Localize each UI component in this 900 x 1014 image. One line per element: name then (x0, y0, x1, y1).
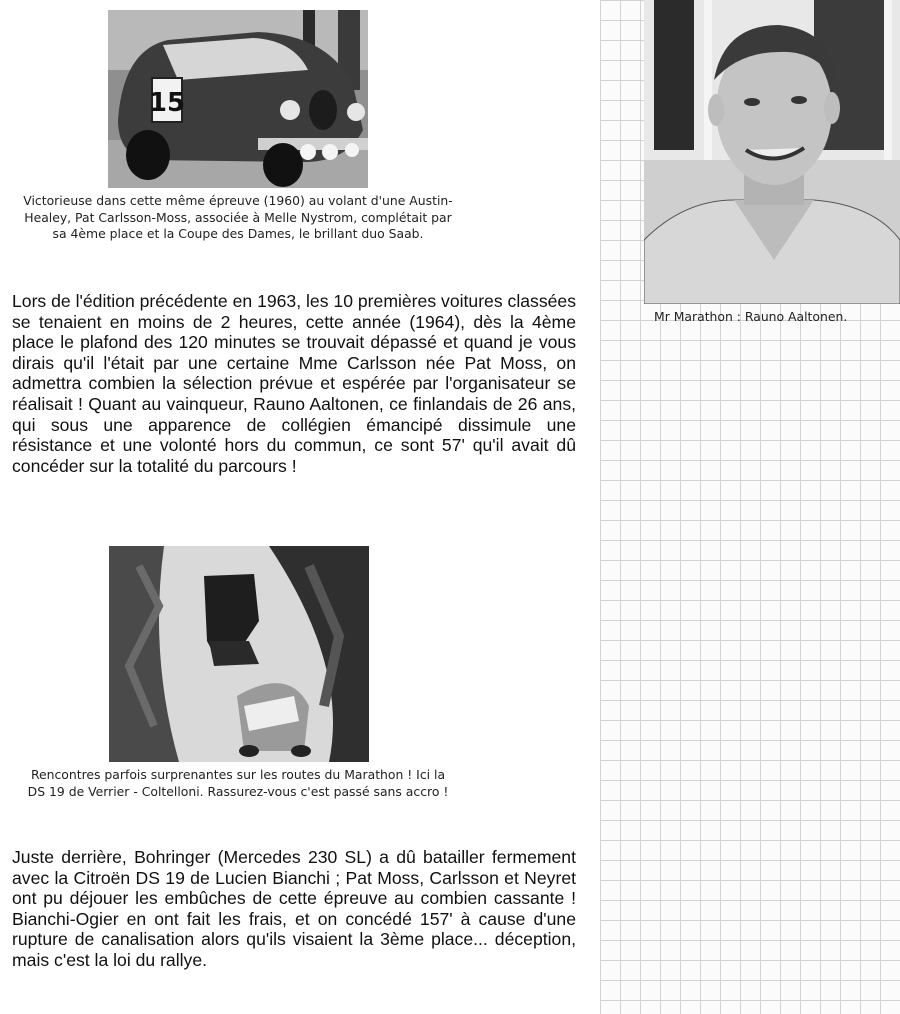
rauno-aaltonen-portrait-photo (644, 0, 900, 304)
saab-rally-car-photo (108, 10, 368, 188)
paragraph-bohringer-bianchi: Juste derrière, Bohringer (Mercedes 230 SL) a dû batailler fermement avec la Citroën DS 19 de Lucien Bianchi ; Pat Moss, Carlsson et Neyret ont pu déjouer les embûches de cette épreuve au combien cassante ! Bianchi-Ogier en ont fait les frais, et on concédé 157' à cause d'une rupture de canalisation alors qu'ils visaient la 3ème place... déception, mais c'est la loi du rallye. (12, 847, 576, 970)
portrait-caption: Mr Marathon : Rauno Aaltonen. (654, 309, 848, 324)
road-ds19-photo (109, 546, 369, 762)
road-photo-caption: Rencontres parfois surprenantes sur les routes du Marathon ! Ici la DS 19 de Verrier - Coltelloni. Rassurez-vous c'est passé sans accro ! (27, 767, 449, 799)
car-number: 15 (148, 88, 186, 118)
saab-photo-caption: Victorieuse dans cette même épreuve (1960) au volant d'une Austin-Healey, Pat Carlsson-Moss, associée à Melle Nystrom, complétait par sa 4ème place et la Coupe des Dames, le brillant duo Saab. (23, 193, 453, 241)
paragraph-1963-1964-results: Lors de l'édition précédente en 1963, les 10 premières voitures classées se tenaient en moins de 2 heures, cette année (1964), dès la 4ème place le plafond des 120 minutes se trouvait dépassé et quand je vous dirais qu'il l'était par une certaine Mme Carlsson née Pat Moss, on admettra combien la sélection prévue et espérée par l'organisateur se réalisait ! Quant au vainqueur, Rauno Aaltonen, ce finlandais de 26 ans, qui sous une apparence de collégien émancipé dissimule une résistance et une volonté hors du commun, ce sont 57' qu'il avait dû concéder sur la totalité du parcours ! (12, 291, 576, 476)
